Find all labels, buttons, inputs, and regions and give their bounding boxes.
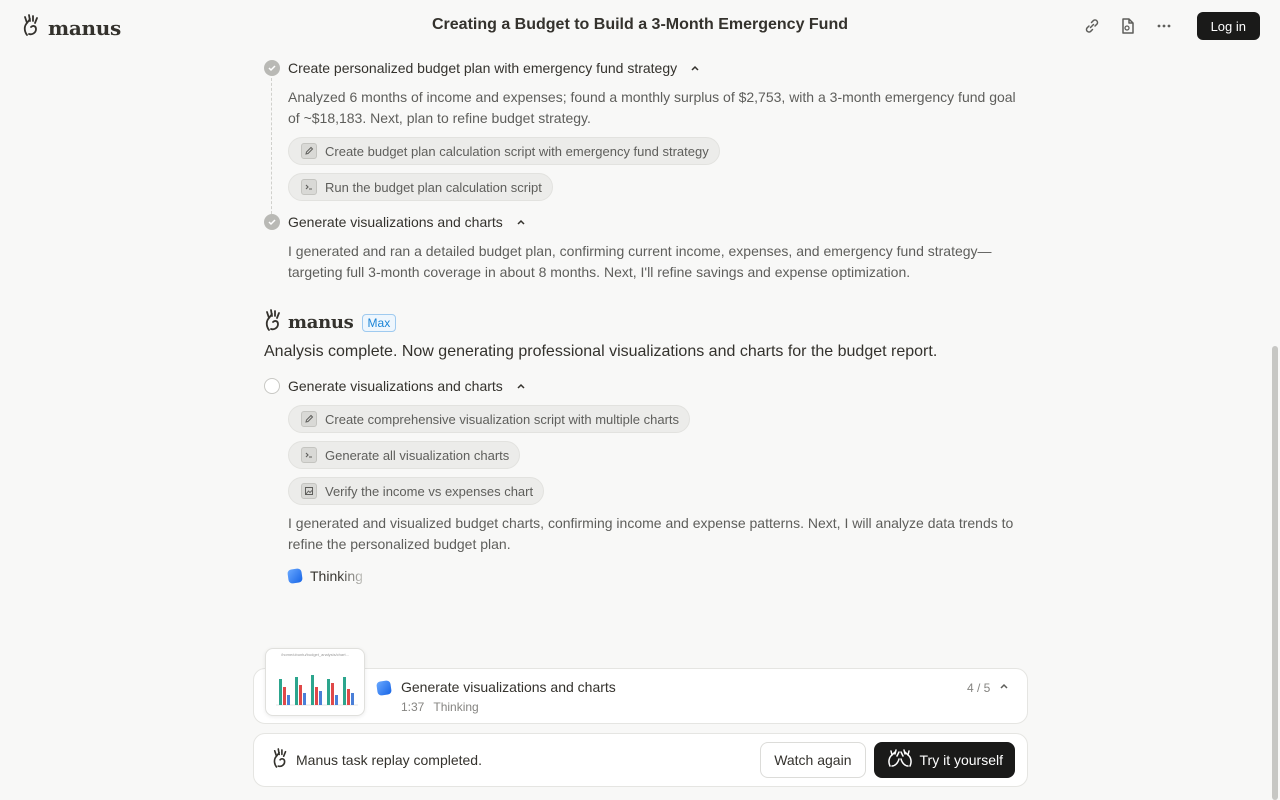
try-label: Try it yourself xyxy=(919,752,1003,768)
scrollbar[interactable] xyxy=(1272,346,1278,800)
thumbnail-chart xyxy=(266,657,365,713)
action-pill[interactable] xyxy=(288,477,544,505)
action-label: Run the budget plan calculation script xyxy=(325,179,542,195)
header xyxy=(0,0,1280,52)
step-label: Generate visualizations and charts xyxy=(288,214,503,230)
agent-name: manus xyxy=(288,312,354,333)
progress-count: 4 / 5 xyxy=(967,680,991,695)
chart-thumbnail[interactable] xyxy=(265,648,365,716)
chevron-up-icon[interactable] xyxy=(689,62,701,74)
status-icon xyxy=(376,680,392,696)
check-icon xyxy=(264,214,280,230)
edit-icon xyxy=(301,143,317,159)
thumbnail-bars xyxy=(279,675,354,705)
action-label: Create comprehensive visualization script with multiple charts xyxy=(325,411,680,427)
thinking-label: Thinking xyxy=(310,568,363,584)
agent-header xyxy=(264,308,396,337)
action-label: Generate all visualization charts xyxy=(325,447,510,463)
manus-hand-icon xyxy=(272,747,290,774)
chevron-up-icon[interactable] xyxy=(515,380,527,392)
task-time: 1:37 xyxy=(401,700,425,714)
action-pill[interactable] xyxy=(288,173,553,201)
chevron-up-icon[interactable] xyxy=(515,216,527,228)
step-2[interactable] xyxy=(264,214,527,230)
thinking-indicator xyxy=(288,568,363,584)
step-1[interactable] xyxy=(264,60,701,76)
step-connector xyxy=(271,78,272,214)
agent-message: Analysis complete. Now generating professional visualizations and charts for the budget report. xyxy=(264,343,938,360)
logo-text: manus xyxy=(48,15,121,40)
thumbnail-caption: /home/ubuntu/budget_analysis/chart... xyxy=(281,652,349,657)
check-icon xyxy=(264,60,280,76)
image-icon xyxy=(301,483,317,499)
manus-hand-icon xyxy=(264,308,284,337)
pending-circle-icon xyxy=(264,378,280,394)
step-3[interactable] xyxy=(264,378,527,394)
step-summary: Analyzed 6 months of income and expenses; found a monthly surplus of $2,753, with a 3-month emergency fund goal of ~$18,183. Next, plan to refine budget strategy. xyxy=(288,89,1016,126)
step-summary: I generated and ran a detailed budget plan, confirming current income, expenses, and emergency fund strategy—targeting full 3-month coverage in about 8 months. Next, I'll refine savings and expense optimization. xyxy=(288,243,992,280)
watch-again-button[interactable]: Watch again xyxy=(760,742,865,778)
chevron-up-icon[interactable] xyxy=(998,680,1010,695)
action-label: Create budget plan calculation script with emergency fund strategy xyxy=(325,143,709,159)
step-label: Create personalized budget plan with emergency fund strategy xyxy=(288,60,678,76)
file-icon[interactable] xyxy=(1117,15,1139,37)
step-summary: I generated and visualized budget charts, confirming income and expense patterns. Next, I will analyze data trends to refine the personalized budget plan. xyxy=(288,515,1014,552)
thinking-icon xyxy=(287,568,303,584)
try-it-yourself-button[interactable] xyxy=(874,742,1016,778)
link-icon[interactable] xyxy=(1081,15,1103,37)
terminal-icon xyxy=(301,447,317,463)
step-label: Generate visualizations and charts xyxy=(288,378,503,394)
action-pill[interactable] xyxy=(288,137,720,165)
action-pill[interactable] xyxy=(288,441,520,469)
login-button[interactable]: Log in xyxy=(1197,12,1260,40)
task-progress[interactable] xyxy=(967,680,1010,695)
plan-badge: Max xyxy=(362,314,397,332)
task-status: Thinking xyxy=(433,700,479,714)
task-meta xyxy=(401,700,479,714)
replay-bar xyxy=(253,733,1028,787)
more-icon[interactable] xyxy=(1153,15,1175,37)
action-pill[interactable] xyxy=(288,405,690,433)
terminal-icon xyxy=(301,179,317,195)
task-progress-card[interactable] xyxy=(253,668,1028,724)
hands-icon xyxy=(886,749,914,772)
edit-icon xyxy=(301,411,317,427)
action-label: Verify the income vs expenses chart xyxy=(325,483,534,499)
page-title: Creating a Budget to Build a 3-Month Emergency Fund xyxy=(431,16,848,33)
replay-message: Manus task replay completed. xyxy=(296,752,482,768)
task-title: Generate visualizations and charts xyxy=(401,679,616,695)
